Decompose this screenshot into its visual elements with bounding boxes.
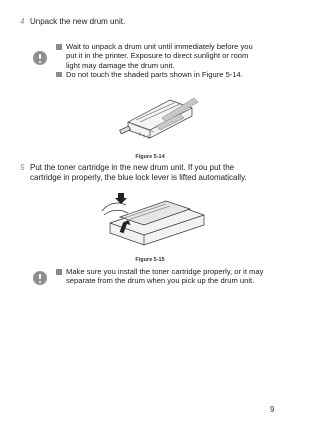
note-line: light may damage the drum unit. — [66, 60, 175, 70]
note-line: separate from the drum when you pick up the drum unit. — [66, 276, 255, 286]
step-number: 4 — [20, 17, 25, 26]
lift-arrow-icon — [115, 193, 127, 204]
step-line: Put the toner cartridge in the new drum unit. If you put the — [30, 163, 235, 172]
drum-unit-illustration — [110, 92, 200, 144]
note-box-1 — [56, 42, 281, 79]
note-line: put it in the printer. Exposure to direct sunlight or room — [66, 51, 249, 61]
note-line: Make sure you install the toner cartridge properly, or it may — [66, 267, 264, 276]
note-bullet — [56, 267, 281, 286]
step-text — [30, 163, 247, 182]
figure-caption: Figure 5-15 — [135, 257, 165, 263]
note-icon — [33, 51, 47, 65]
bullet-square-icon — [56, 72, 62, 78]
page-number: 9 — [270, 405, 275, 414]
step-text: Unpack the new drum unit. — [30, 17, 126, 26]
note-bullet — [56, 42, 281, 70]
step-5 — [20, 163, 247, 182]
step-4 — [20, 17, 125, 27]
step-number: 5 — [20, 163, 25, 172]
note-icon — [33, 271, 47, 285]
note-box-2 — [56, 267, 281, 286]
note-line: Do not touch the shaded parts shown in Figure 5-14. — [66, 69, 243, 79]
note-bullet — [56, 70, 281, 79]
bullet-square-icon — [56, 44, 62, 50]
figure-caption: Figure 5-14 — [135, 154, 165, 160]
note-line: Wait to unpack a drum unit until immediately before you — [66, 42, 253, 51]
step-line: cartridge in properly, the blue lock lever is lifted automatically. — [30, 172, 247, 182]
bullet-square-icon — [56, 269, 62, 275]
toner-install-illustration — [100, 193, 212, 248]
